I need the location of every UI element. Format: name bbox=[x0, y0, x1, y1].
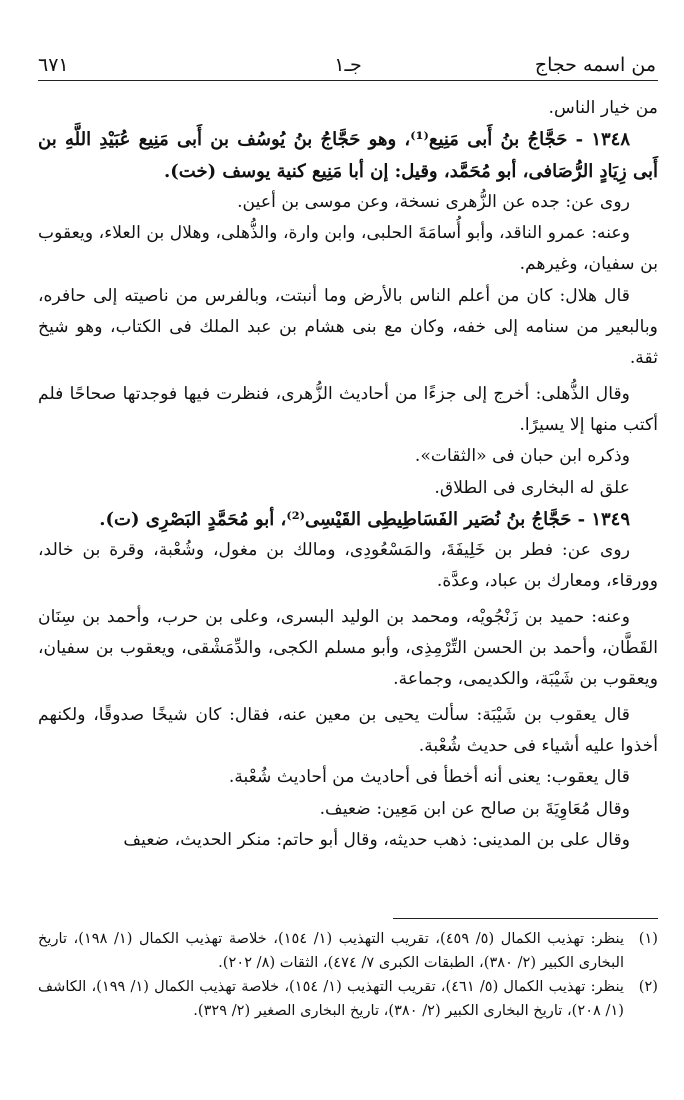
paragraph: وذكره ابن حبان فى «الثقات». bbox=[414, 446, 630, 467]
page-number: ٦٧١ bbox=[38, 54, 69, 76]
footnote-text: ينظر: تهذيب الكمال (٥/ ٤٦١)، تقريب التهذيب (١/ ١٥٤)، خلاصة تهذيب الكمال (١/ ١٩٩)، الكاشف (١/ ٢٠٨)، تاريخ البخارى الكبير (٢/ ٣٨٠)، تاريخ البخارى الصغير (٢/ ٣٢٩). bbox=[38, 978, 624, 1019]
paragraph: علق له البخارى فى الطلاق. bbox=[434, 477, 630, 498]
running-header bbox=[38, 50, 658, 81]
biography-entry-heading: ١٣٤٩ - حَجَّاجُ بنُ نُصَير الفَسَاطِيطِى القَيْسِى⁽²⁾، أبو مُحَمَّدٍ البَصْرِى (ت). bbox=[99, 508, 630, 530]
footnote-text: ينظر: تهذيب الكمال (٥/ ٤٥٩)، تقريب التهذيب (١/ ١٥٤)، خلاصة تهذيب الكمال (١/ ١٩٨)، تاريخ البخارى الكبير (٢/ ٣٨٠)، الطبقات الكبرى ٧/ ٤٧٤)، الثقات (٨/ ٢٠٢). bbox=[38, 930, 625, 971]
paragraph: من خيار الناس. bbox=[548, 98, 658, 118]
paragraph: وقال الذُّهلى: أخرج إلى جزءًا من أحاديث الزُّهرى، فنظرت فيها فوجدتها صحاحًا فلم أكتب منها إلا يسيرًا. bbox=[38, 383, 658, 435]
footnote bbox=[38, 927, 658, 975]
main-text bbox=[38, 93, 658, 856]
paragraph: وعنه: عمرو الناقد، وأبو أُسامَةَ الحلبى، وابن وارة، والذُّهلى، وهلال بن العلاء، ويعقوب بن سفيان، وغيرهم. bbox=[38, 223, 658, 275]
footnote-number: (١) bbox=[638, 930, 658, 947]
paragraph: قال هلال: كان من أعلم الناس بالأرض وما أنبتت، وبالفرس من ناصيته إلى حافره، وبالبعير من سنامه إلى خفه، وكان مع بنى هشام بن عبد الملك فى الكتاب، وهو شيخ ثقة. bbox=[38, 285, 658, 369]
header-volume: جـ١ bbox=[334, 54, 362, 76]
paragraph: روى عن: فطر بن خَلِيفَةَ، والمَسْعُودِى، ومالك بن مغول، وشُعْبة، وقرة بن خالد، وورقاء، ومعارك بن عباد، وعدَّة. bbox=[38, 540, 658, 592]
header-title: من اسمه حجاج bbox=[534, 54, 656, 76]
footnotes bbox=[38, 918, 658, 1023]
paragraph: قال يعقوب: يعنى أنه أخطأ فى أحاديث من أحاديث شُعْبة. bbox=[228, 767, 630, 788]
footnote-number: (٢) bbox=[638, 978, 658, 995]
biography-entry-heading: ١٣٤٨ - حَجَّاجُ بنُ أَبى مَنِيع⁽¹⁾، وهو حَجَّاجُ بنُ يُوسُف بن أَبى مَنِيع عُبَيْدِ اللَّهِ بن أَبى زِيَادٍ الرُّصَافى، أبو مُحَمَّد، وقيل: إن أبا مَنِيع كنية يوسف (خت). bbox=[38, 129, 658, 182]
paragraph: قال يعقوب بن شَيْبَة: سألت يحيى بن معين عنه، فقال: كان شيخًا صدوقًا، ولكنهم أخذوا عليه أشياء فى حديث شُعْبة. bbox=[38, 704, 658, 756]
page bbox=[38, 50, 658, 856]
footnote-divider bbox=[393, 918, 658, 919]
paragraph: وقال مُعَاوِيَةَ بن صالح عن ابن مَعِين: ضعيف. bbox=[319, 798, 630, 819]
footnote bbox=[38, 975, 658, 1023]
paragraph: وعنه: حميد بن زَنْجُويْه، ومحمد بن الوليد البسرى، وعلى بن حرب، وأحمد بن سِنَان القَطَّان، وأحمد بن الحسن التِّرْمِذِى، وأبو مسلم الكجى، والدِّمَشْقى، ويعقوب بن سفيان، ويعقوب بن شَيْبَة، والكديمى، وجماعة. bbox=[38, 606, 658, 690]
paragraph: وقال على بن المدينى: ذهب حديثه، وقال أبو حاتم: منكر الحديث، ضعيف bbox=[123, 829, 630, 850]
paragraph: روى عن: جده عن الزُّهرى نسخة، وعن موسى بن أعين. bbox=[237, 191, 630, 212]
